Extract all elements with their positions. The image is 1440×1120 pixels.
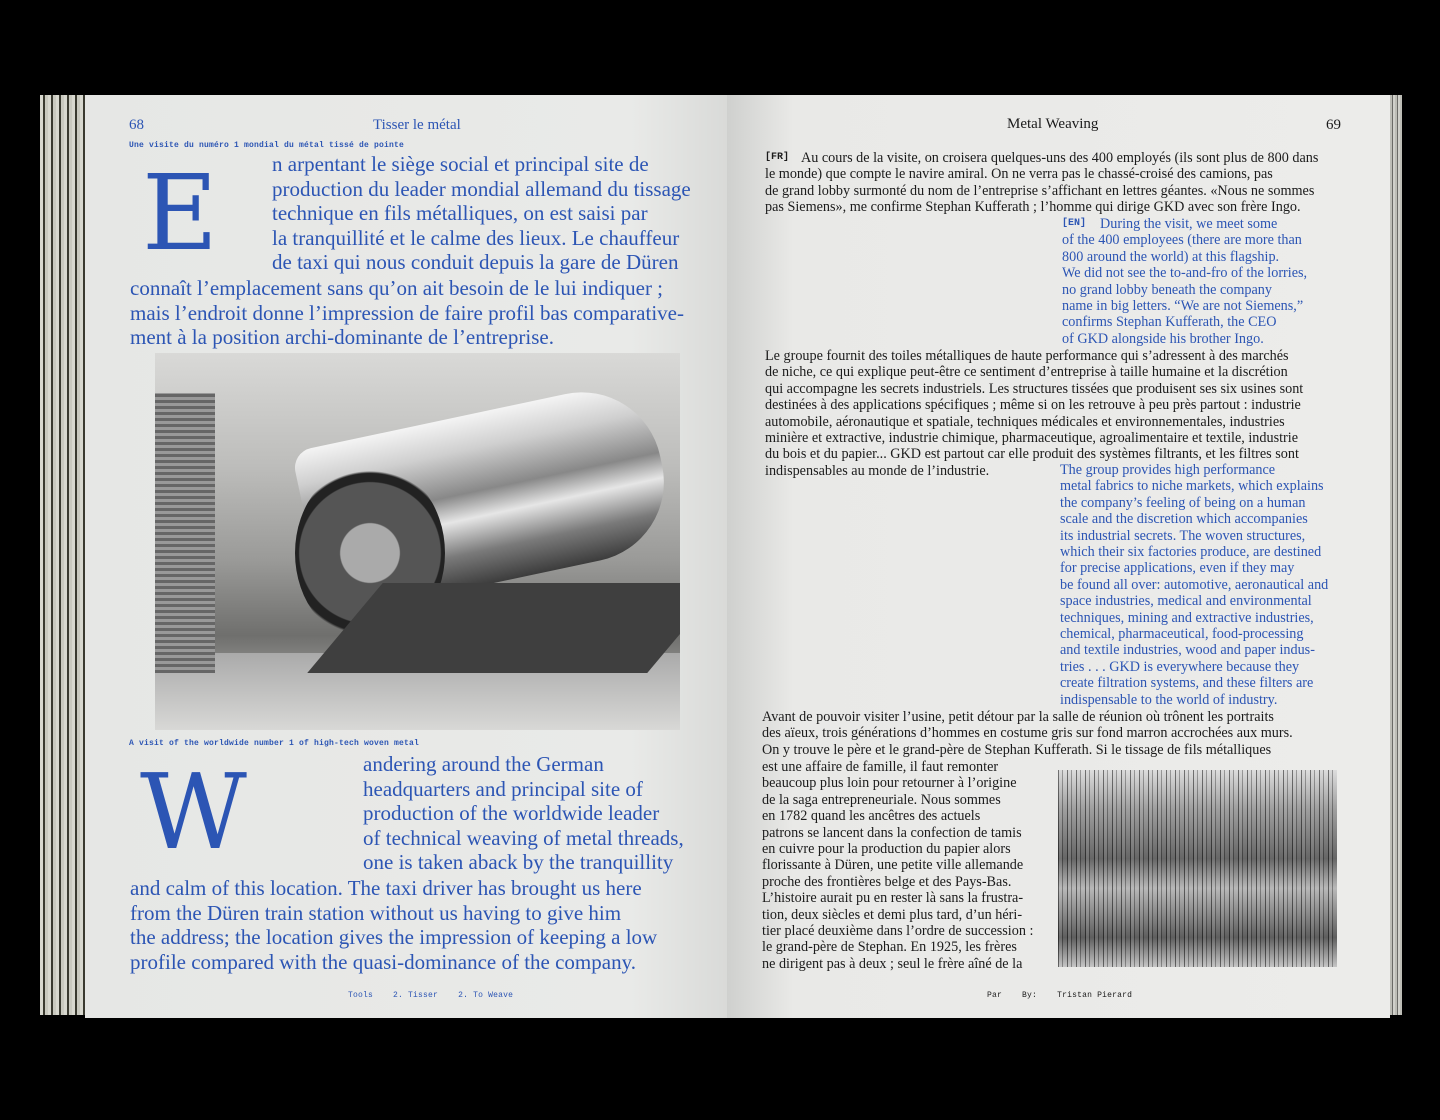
text-line: le grand-père de Stephan. En 1925, les frères xyxy=(762,939,1017,956)
running-head-left: Tisser le métal xyxy=(373,117,461,133)
text-line: de grand lobby surmonté du nom de l’entreprise s’affichant en lettres géantes. «Nous ne sommes xyxy=(765,182,1315,199)
fr-paragraph-1 xyxy=(765,150,1318,216)
kicker-fr: Une visite du numéro 1 mondial du métal tissé de pointe xyxy=(129,141,405,150)
text-line: which their six factories produce, are destined xyxy=(1060,544,1322,561)
text-line: minière et extractive, industrie chimique, pharmaceutique, agroalimentaire et textile, industrie xyxy=(765,430,1299,447)
text-line: de la saga entrepreneuriale. Nous sommes xyxy=(762,791,1001,808)
text-line: for precise applications, even if they may xyxy=(1060,560,1295,577)
text-line: de taxi qui nous conduit depuis la gare de Düren xyxy=(272,250,679,274)
dropcap-e: E xyxy=(142,152,218,274)
dropcap-w: W xyxy=(140,751,247,873)
text-line: de niche, ce qui explique peut-être ce sentiment d’entreprise à taille humaine et la discrétion xyxy=(765,364,1288,381)
footer-right xyxy=(987,991,1132,1000)
text-line: beaucoup plus loin pour retourner à l’origine xyxy=(762,775,1017,792)
text-line: des aïeux, trois générations d’hommes en costume gris sur fond marron accrochées aux murs. xyxy=(762,725,1293,742)
text-line: technique en fils métalliques, on est saisi par xyxy=(272,201,648,225)
text-line: proche des frontières belge et des Pays-Bas. xyxy=(762,873,1012,890)
text-line: the company’s feeling of being on a human xyxy=(1060,494,1306,511)
text-line: du bois et du papier... GKD est partout car elle produit des systèmes filtrants, et les filtres sont xyxy=(765,446,1299,463)
text-line: the address; the location gives the impression of keeping a low xyxy=(130,925,658,949)
text-line: est une affaire de famille, il faut remonter xyxy=(762,759,999,775)
fr-paragraph-3-narrow xyxy=(762,759,1033,972)
en-language-tag: [EN] xyxy=(1062,218,1087,229)
kicker-en: A visit of the worldwide number 1 of high-tech woven metal xyxy=(129,739,420,748)
fr-paragraph-2 xyxy=(765,348,1303,479)
text-line: qui accompagne les secrets industriels. Les structures tissées que produisent ses six usines sont xyxy=(765,380,1304,397)
page-number-left: 68 xyxy=(129,117,144,133)
text-line: tries . . . GKD is everywhere because they xyxy=(1060,658,1300,675)
text-line: and calm of this location. The taxi driver has brought us here xyxy=(130,876,642,900)
text-line: en cuivre pour la production du papier alors xyxy=(762,841,1011,858)
text-line: confirms Stephan Kufferath, the CEO xyxy=(1062,314,1277,331)
running-head-right: Metal Weaving xyxy=(1007,116,1099,132)
text-line: Le groupe fournit des toiles métalliques de haute performance qui s’adressent à des marchés xyxy=(765,348,1289,364)
footer-item: 2. Tisser xyxy=(393,991,439,1000)
text-line: florissante à Düren, une petite ville allemande xyxy=(762,857,1024,874)
text-line: Au cours de la visite, on croisera quelques-uns des 400 employés (ils sont plus de 800 dans xyxy=(801,150,1319,166)
byline-en: By: xyxy=(1022,991,1038,1000)
text-line: mais l’endroit donne l’impression de faire profil bas comparative- xyxy=(130,300,684,325)
weaving-machine-photo xyxy=(155,353,680,730)
text-line: no grand lobby beneath the company xyxy=(1062,281,1272,298)
text-line: profile compared with the quasi-dominance of the company. xyxy=(130,949,636,974)
byline-fr: Par xyxy=(987,991,1003,1000)
text-line: destinées à des applications spécifiques ; même si on les retrouve à peu près partout : industrie xyxy=(765,397,1301,414)
text-line: create filtration systems, and these filters are xyxy=(1060,675,1314,692)
text-line: headquarters and principal site of xyxy=(363,776,643,801)
en-paragraph-2 xyxy=(1060,462,1328,708)
text-line: metal fabrics to niche markets, which explains xyxy=(1060,478,1324,495)
fr-language-tag: [FR] xyxy=(765,152,790,163)
text-line: tier placé deuxième dans l’ordre de succession : xyxy=(762,923,1034,940)
text-line: During the visit, we meet some xyxy=(1100,216,1278,232)
text-line: chemical, pharmaceutical, food-processing xyxy=(1060,626,1304,643)
intro-en-full xyxy=(130,876,657,974)
woven-metal-closeup-photo xyxy=(1058,770,1337,967)
text-line: of GKD alongside his brother Ingo. xyxy=(1062,330,1264,347)
text-line: en 1782 quand les ancêtres des actuels xyxy=(762,808,981,825)
text-line: name in big letters. “We are not Siemens,” xyxy=(1062,298,1304,315)
page-edges-left xyxy=(40,95,85,1015)
footer-item: 2. To Weave xyxy=(458,991,514,1000)
page-number-right: 69 xyxy=(1326,117,1341,133)
text-line: andering around the German xyxy=(363,752,604,776)
text-line: of technical weaving of metal threads, xyxy=(363,825,684,850)
intro-en-indented xyxy=(363,752,684,875)
fr-paragraph-3 xyxy=(762,709,1293,758)
text-line: its industrial secrets. The woven structures, xyxy=(1060,527,1306,544)
text-line: automobile, aéronautique et spatiale, techniques médicales et environnementales, industries xyxy=(765,413,1285,430)
text-line: scale and the discretion which accompanies xyxy=(1060,511,1308,528)
text-line: On y trouve le père et le grand-père de Stephan Kufferath. Si le tissage de fils métalliques xyxy=(762,741,1272,758)
text-line: techniques, mining and extractive industries, xyxy=(1060,609,1314,626)
text-line: Avant de pouvoir visiter l’usine, petit détour par la salle de réunion où trônent les portraits xyxy=(762,709,1274,725)
text-line: and textile industries, wood and paper indus- xyxy=(1060,642,1315,659)
text-line: pas Siemens», me confirme Stephan Kufferath ; l’homme qui dirige GKD avec son frère Ingo. xyxy=(765,199,1301,216)
text-line: ment à la position archi-dominante de l’entreprise. xyxy=(130,325,554,349)
text-line: ne dirigent pas à deux ; seul le frère aîné de la xyxy=(762,955,1023,972)
intro-fr-indented xyxy=(272,152,691,275)
footer-left xyxy=(348,991,513,1000)
intro-fr-full xyxy=(130,276,684,350)
text-line: from the Düren train station without us having to give him xyxy=(130,900,622,925)
en-paragraph-1 xyxy=(1062,216,1307,347)
text-line: space industries, medical and environmental xyxy=(1060,593,1312,610)
photo-panel xyxy=(155,393,215,673)
text-line: n arpentant le siège social et principal site de xyxy=(272,152,649,176)
text-line: 800 around the world) at this flagship. xyxy=(1062,248,1280,265)
text-line: of the 400 employees (there are more than xyxy=(1062,232,1302,249)
text-line: We did not see the to-and-fro of the lorries, xyxy=(1062,265,1308,282)
text-line: one is taken aback by the tranquillity xyxy=(363,850,674,874)
author-name: Tristan Pierard xyxy=(1057,991,1133,1000)
text-line: la tranquillité et le calme des lieux. Le chauffeur xyxy=(272,225,680,250)
text-line: connaît l’emplacement sans qu’on ait besoin de le lui indiquer ; xyxy=(130,276,664,300)
text-line: le monde) que compte le navire amiral. On ne verra pas le chassé-croisé des camions, pas xyxy=(765,166,1273,183)
text-line: patrons se lancent dans la confection de tamis xyxy=(762,824,1022,841)
text-line: L’histoire aurait pu en rester là sans la frustra- xyxy=(762,890,1024,907)
text-line: indispensable to the world of industry. xyxy=(1060,691,1278,708)
text-line: tion, deux siècles et demi plus tard, d’un héri- xyxy=(762,906,1023,923)
footer-item: Tools xyxy=(348,991,374,1000)
text-line: indispensables au monde de l’industrie. xyxy=(765,462,990,479)
text-line: production of the worldwide leader xyxy=(363,801,660,825)
page-edges-right xyxy=(1390,95,1402,1015)
text-line: production du leader mondial allemand du tissage xyxy=(272,176,691,201)
text-line: The group provides high performance xyxy=(1060,462,1276,478)
text-line: be found all over: automotive, aeronautical and xyxy=(1060,576,1329,593)
